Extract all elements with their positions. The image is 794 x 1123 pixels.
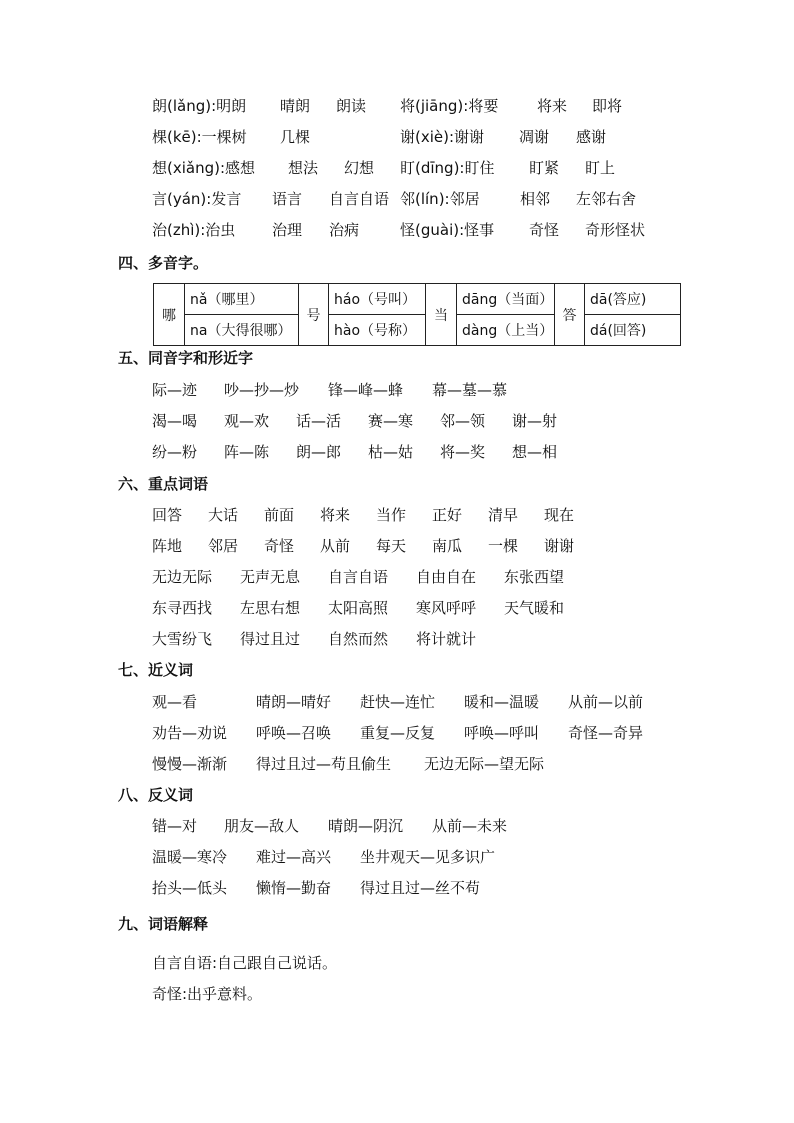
word: 盯(dīng):盯住 — [400, 159, 495, 177]
polyphone-reading: na（大得很哪） — [185, 315, 299, 346]
word: 寒风呼呼 — [416, 599, 477, 617]
section4-heading: 四、多音字。 — [118, 254, 209, 272]
section8-row-2 — [0, 845, 794, 869]
section6-row-5 — [0, 627, 794, 651]
word: 将(jiāng):将要 — [400, 97, 499, 115]
word: 左思右想 — [240, 599, 301, 617]
section3-row-3 — [0, 156, 794, 180]
word: 言(yán):发言 — [152, 190, 242, 208]
word: 从前—以前 — [568, 693, 644, 711]
word: 盯上 — [585, 159, 616, 177]
word: 邻居 — [208, 537, 239, 555]
word: 懒惰—勤奋 — [256, 879, 332, 897]
word: 清早 — [488, 506, 519, 524]
section8-row-3 — [0, 876, 794, 900]
word: 谢(xiè):谢谢 — [400, 128, 485, 146]
word: 锋—峰—蜂 — [328, 381, 404, 399]
section7-row-3 — [0, 752, 794, 776]
section7-heading: 七、近义词 — [118, 661, 194, 679]
section5-row-1 — [0, 378, 794, 402]
word: 呼唤—呼叫 — [464, 724, 540, 742]
word: 得过且过—丝不苟 — [360, 879, 481, 897]
word: 错—对 — [152, 817, 198, 835]
section7-row-1 — [0, 690, 794, 714]
word: 奇怪 — [264, 537, 295, 555]
word: 怪(guài):怪事 — [400, 221, 495, 239]
polyphone-char: 答 — [555, 284, 585, 346]
word: 抬头—低头 — [152, 879, 228, 897]
polyphone-reading: dāng（当面） — [457, 284, 555, 315]
polyphone-row-top — [154, 284, 681, 315]
section5-row-2 — [0, 409, 794, 433]
polyphone-reading: háo（号叫） — [329, 284, 426, 315]
word: 晴朗 — [280, 97, 311, 115]
word: 想(xiǎng):感想 — [152, 159, 256, 177]
word: 将—奖 — [440, 443, 486, 461]
word: 阵地 — [152, 537, 183, 555]
word: 慢慢—渐渐 — [152, 755, 228, 773]
word: 东寻西找 — [152, 599, 213, 617]
word: 际—迹 — [152, 381, 198, 399]
word: 晴朗—晴好 — [256, 693, 332, 711]
word: 坐井观天—见多识广 — [360, 848, 496, 866]
polyphone-reading: hào（号称） — [329, 315, 426, 346]
word: 朗—郎 — [296, 443, 342, 461]
definition: 奇怪:出乎意料。 — [152, 985, 263, 1003]
word: 幻想 — [344, 159, 375, 177]
word: 治病 — [329, 221, 360, 239]
word: 奇怪 — [529, 221, 560, 239]
word: 将来 — [320, 506, 351, 524]
word: 呼唤—召唤 — [256, 724, 332, 742]
word: 治(zhì):治虫 — [152, 221, 236, 239]
word: 治理 — [272, 221, 303, 239]
word: 暖和—温暖 — [464, 693, 540, 711]
word: 语言 — [272, 190, 303, 208]
word: 自言自语 — [329, 190, 390, 208]
section6-row-3 — [0, 565, 794, 589]
word: 奇怪—奇异 — [568, 724, 644, 742]
word: 得过且过 — [240, 630, 301, 648]
polyphone-char: 哪 — [154, 284, 185, 346]
word: 得过且过—苟且偷生 — [256, 755, 392, 773]
word: 东张西望 — [504, 568, 565, 586]
word: 邻—领 — [440, 412, 486, 430]
section7-row-2 — [0, 721, 794, 745]
word: 难过—高兴 — [256, 848, 332, 866]
word: 观—看 — [152, 693, 198, 711]
word: 棵(kē):一棵树 — [152, 128, 247, 146]
polyphone-reading: dā(答应) — [585, 284, 681, 315]
word: 现在 — [544, 506, 575, 524]
word: 南瓜 — [432, 537, 463, 555]
word: 大话 — [208, 506, 239, 524]
section5-heading: 五、同音字和形近字 — [118, 349, 254, 367]
word: 自由自在 — [416, 568, 477, 586]
section3-row-1 — [0, 94, 794, 118]
section9-item-1 — [0, 951, 794, 975]
word: 朗读 — [336, 97, 367, 115]
section8-heading: 八、反义词 — [118, 786, 194, 804]
section9-heading: 九、词语解释 — [118, 915, 209, 933]
section6-heading: 六、重点词语 — [118, 475, 209, 493]
polyphone-reading: dá(回答) — [585, 315, 681, 346]
word: 几棵 — [280, 128, 311, 146]
word: 自然而然 — [328, 630, 389, 648]
word: 幕—墓—慕 — [432, 381, 508, 399]
word: 回答 — [152, 506, 183, 524]
word: 劝告—劝说 — [152, 724, 228, 742]
word: 话—活 — [296, 412, 342, 430]
definition: 自言自语:自己跟自己说话。 — [152, 954, 338, 972]
word: 前面 — [264, 506, 295, 524]
word: 从前—未来 — [432, 817, 508, 835]
word: 赶快—连忙 — [360, 693, 436, 711]
word: 一棵 — [488, 537, 519, 555]
word: 枯—姑 — [368, 443, 414, 461]
word: 赛—寒 — [368, 412, 414, 430]
word: 正好 — [432, 506, 463, 524]
word: 阵—陈 — [224, 443, 270, 461]
word: 感谢 — [576, 128, 607, 146]
word: 大雪纷飞 — [152, 630, 213, 648]
word: 朗(lǎng):明朗 — [152, 97, 247, 115]
word: 邻(lín):邻居 — [400, 190, 480, 208]
section3-row-5 — [0, 218, 794, 242]
word: 想法 — [288, 159, 319, 177]
polyphone-reading: nǎ（哪里） — [185, 284, 299, 315]
word: 无边无际 — [152, 568, 213, 586]
word: 晴朗—阴沉 — [328, 817, 404, 835]
word: 将来 — [537, 97, 568, 115]
word: 盯紧 — [529, 159, 560, 177]
word: 想—相 — [512, 443, 558, 461]
word: 凋谢 — [519, 128, 550, 146]
word: 无声无息 — [240, 568, 301, 586]
word: 太阳高照 — [328, 599, 389, 617]
word: 朋友—敌人 — [224, 817, 300, 835]
polyphone-reading: dàng（上当） — [457, 315, 555, 346]
section6-row-2 — [0, 534, 794, 558]
word: 每天 — [376, 537, 407, 555]
polyphone-table — [153, 283, 681, 346]
polyphone-char: 当 — [426, 284, 457, 346]
word: 从前 — [320, 537, 351, 555]
polyphone-row-bottom — [154, 315, 681, 346]
word: 谢谢 — [544, 537, 575, 555]
word: 观—欢 — [224, 412, 270, 430]
section3-row-2 — [0, 125, 794, 149]
word: 纷—粉 — [152, 443, 198, 461]
word: 渴—喝 — [152, 412, 198, 430]
word: 吵—抄—炒 — [224, 381, 300, 399]
word: 温暖—寒冷 — [152, 848, 228, 866]
section9-item-2 — [0, 982, 794, 1006]
word: 相邻 — [520, 190, 551, 208]
word: 奇形怪状 — [585, 221, 646, 239]
word: 谢—射 — [512, 412, 558, 430]
word: 将计就计 — [416, 630, 477, 648]
section3-row-4 — [0, 187, 794, 211]
word: 自言自语 — [328, 568, 389, 586]
section8-row-1 — [0, 814, 794, 838]
section6-row-4 — [0, 596, 794, 620]
word: 重复—反复 — [360, 724, 436, 742]
section6-row-1 — [0, 503, 794, 527]
word: 左邻右舍 — [576, 190, 637, 208]
section5-row-3 — [0, 440, 794, 464]
word: 即将 — [592, 97, 623, 115]
word: 天气暖和 — [504, 599, 565, 617]
polyphone-char: 号 — [299, 284, 329, 346]
word: 当作 — [376, 506, 407, 524]
word: 无边无际—望无际 — [424, 755, 545, 773]
